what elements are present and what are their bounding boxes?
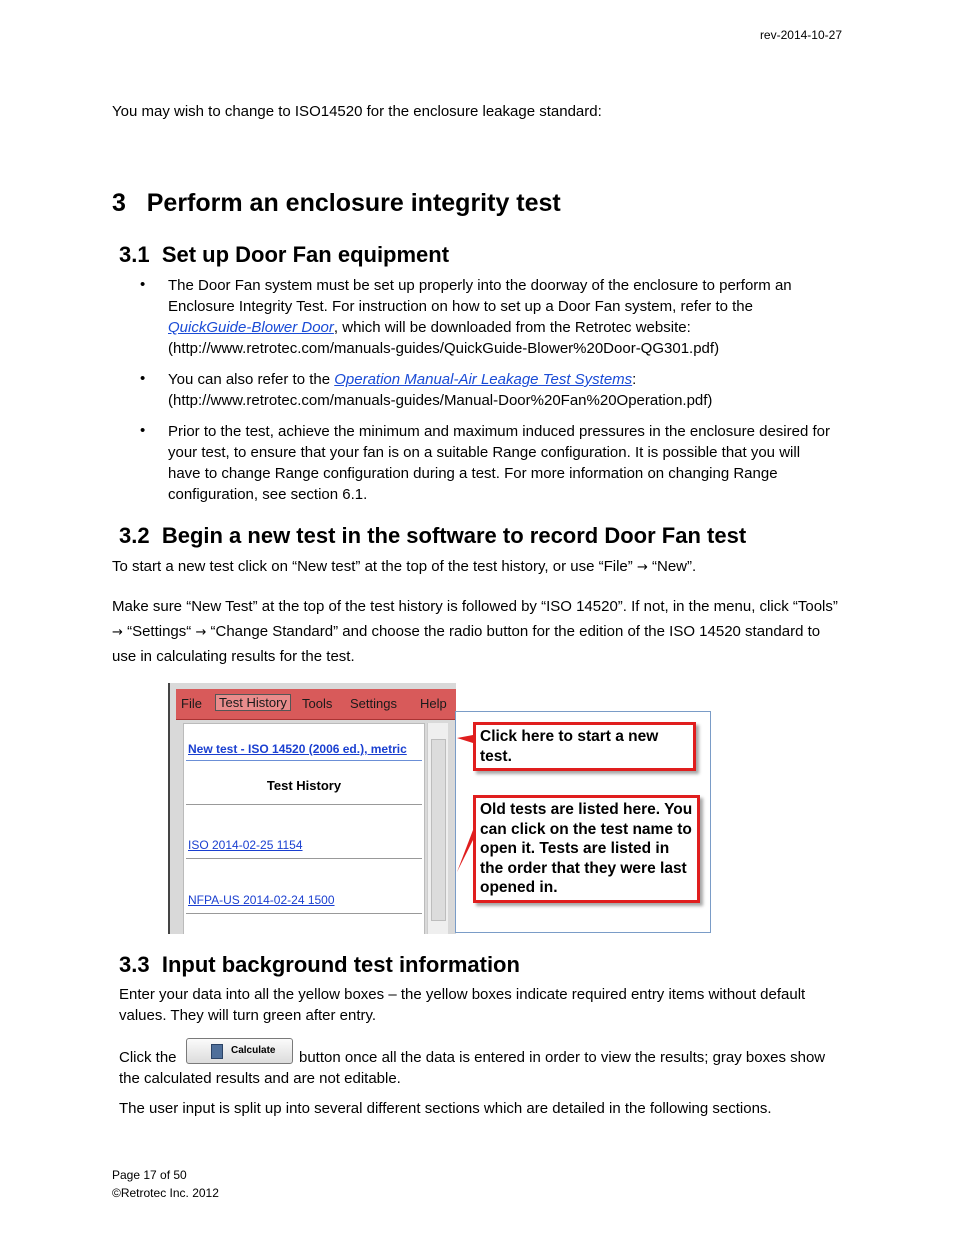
bullet-item xyxy=(168,275,833,359)
section-3-3-heading xyxy=(119,952,520,978)
section-number: 3.1 xyxy=(119,242,150,267)
paragraph: button once all the data is entered in order to view the results; gray boxes show the calculated results and are not editable. xyxy=(119,1049,826,1087)
click-the-text: Click the xyxy=(119,1049,177,1066)
bullet-item xyxy=(168,369,833,411)
scrollbar[interactable] xyxy=(427,723,448,934)
callout-area xyxy=(455,711,711,933)
copyright: ©Retrotec Inc. 2012 xyxy=(112,1186,219,1200)
history-title: Test History xyxy=(266,778,342,793)
quickguide-link[interactable]: QuickGuide-Blower Door xyxy=(168,319,334,336)
page-number: Page 17 of 50 xyxy=(112,1168,187,1182)
callout-old-tests: Old tests are listed here. You can click on the test name to open it. Tests are listed in the order that they were last opened in. xyxy=(473,795,700,903)
paragraph xyxy=(112,595,842,670)
section-title: Input background test information xyxy=(161,952,520,977)
menu-tools[interactable]: Tools xyxy=(302,696,333,711)
test-entry-link[interactable]: ISO 2014-02-25 1154 xyxy=(188,838,303,852)
section-number: 3.3 xyxy=(119,952,150,977)
text: “Settings“ xyxy=(122,622,196,640)
divider xyxy=(186,804,422,805)
menu-help[interactable]: Help xyxy=(420,696,447,711)
section-3-2-heading xyxy=(119,523,746,549)
paragraph: The user input is split up into several different sections which are detailed in the following sections. xyxy=(119,1100,772,1117)
bullet-text: You can also refer to the xyxy=(168,371,335,388)
test-entry-link[interactable]: NFPA-US 2014-02-24 1500 xyxy=(188,893,335,907)
section-number: 3 xyxy=(112,189,126,217)
new-test-link[interactable]: New test - ISO 14520 (2006 ed.), metric xyxy=(188,742,407,756)
text: “Change Standard” and choose the radio button for the edition of the ISO 14520 standard to use in calculating results for the test. xyxy=(112,622,821,665)
text: To start a new test click on “New test” at the top of the test history, or use “File” xyxy=(112,558,637,575)
divider xyxy=(186,913,422,914)
section-3-heading xyxy=(112,189,561,218)
arrow-icon: → xyxy=(636,560,648,575)
operation-manual-link[interactable]: Operation Manual-Air Leakage Test Systems xyxy=(334,371,633,388)
bullet-marker: • xyxy=(140,276,146,293)
section-number: 3.2 xyxy=(119,523,150,548)
callout-new-test: Click here to start a new test. xyxy=(473,722,696,771)
menu-bar xyxy=(176,689,456,720)
bullet-text: The Door Fan system must be set up properly into the doorway of the enclosure to perform an Enclosure Integrity Test. For instruction on how to set up a Door Fan system, refer to the xyxy=(168,277,792,315)
menu-settings[interactable]: Settings xyxy=(350,696,397,711)
divider xyxy=(186,760,422,761)
calculate-label: Calculate xyxy=(231,1045,276,1056)
text: Make sure “New Test” at the top of the test history is followed by “ISO 14520”. If not, in the menu, click “Tools” xyxy=(112,598,838,615)
bullet-text: , which will be downloaded from the Retrotec website: (http://www.retrotec.com/manuals-guides/QuickGuide-Blower%20Door-QG301.pdf) xyxy=(168,319,720,357)
section-title: Perform an enclosure integrity test xyxy=(146,189,561,217)
menu-file[interactable]: File xyxy=(181,696,202,711)
scrollbar-thumb[interactable] xyxy=(431,739,446,921)
intro-text: You may wish to change to ISO14520 for the enclosure leakage standard: xyxy=(112,103,602,120)
paragraph xyxy=(112,556,842,578)
section-title: Set up Door Fan equipment xyxy=(161,242,450,267)
bullet-text: : (http://www.retrotec.com/manuals-guides/Manual-Door%20Fan%20Operation.pdf) xyxy=(168,371,713,409)
section-title: Begin a new test in the software to record Door Fan test xyxy=(161,523,747,548)
menu-test-history[interactable]: Test History xyxy=(215,694,291,711)
divider xyxy=(186,858,422,859)
arrow-icon: → xyxy=(112,624,123,640)
software-screenshot xyxy=(168,683,456,934)
arrow-icon: → xyxy=(195,624,207,640)
section-3-1-heading xyxy=(119,242,449,268)
text: “New”. xyxy=(647,558,697,575)
bullet-marker: • xyxy=(140,422,146,439)
revision-label: rev-2014-10-27 xyxy=(759,28,842,42)
paragraph: Enter your data into all the yellow boxes – the yellow boxes indicate required entry items without default values. They will turn green after entry. xyxy=(119,986,806,1024)
bullet-item: Prior to the test, achieve the minimum and maximum induced pressures in the enclosure desired for your test, to ensure that your fan is on a suitable Range configuration. It is possible that you will have to change Range configuration during a test. For more information on changing Range configuration, see section 6.1. xyxy=(168,423,830,503)
test-history-panel xyxy=(183,723,425,934)
bullet-marker: • xyxy=(140,370,146,387)
